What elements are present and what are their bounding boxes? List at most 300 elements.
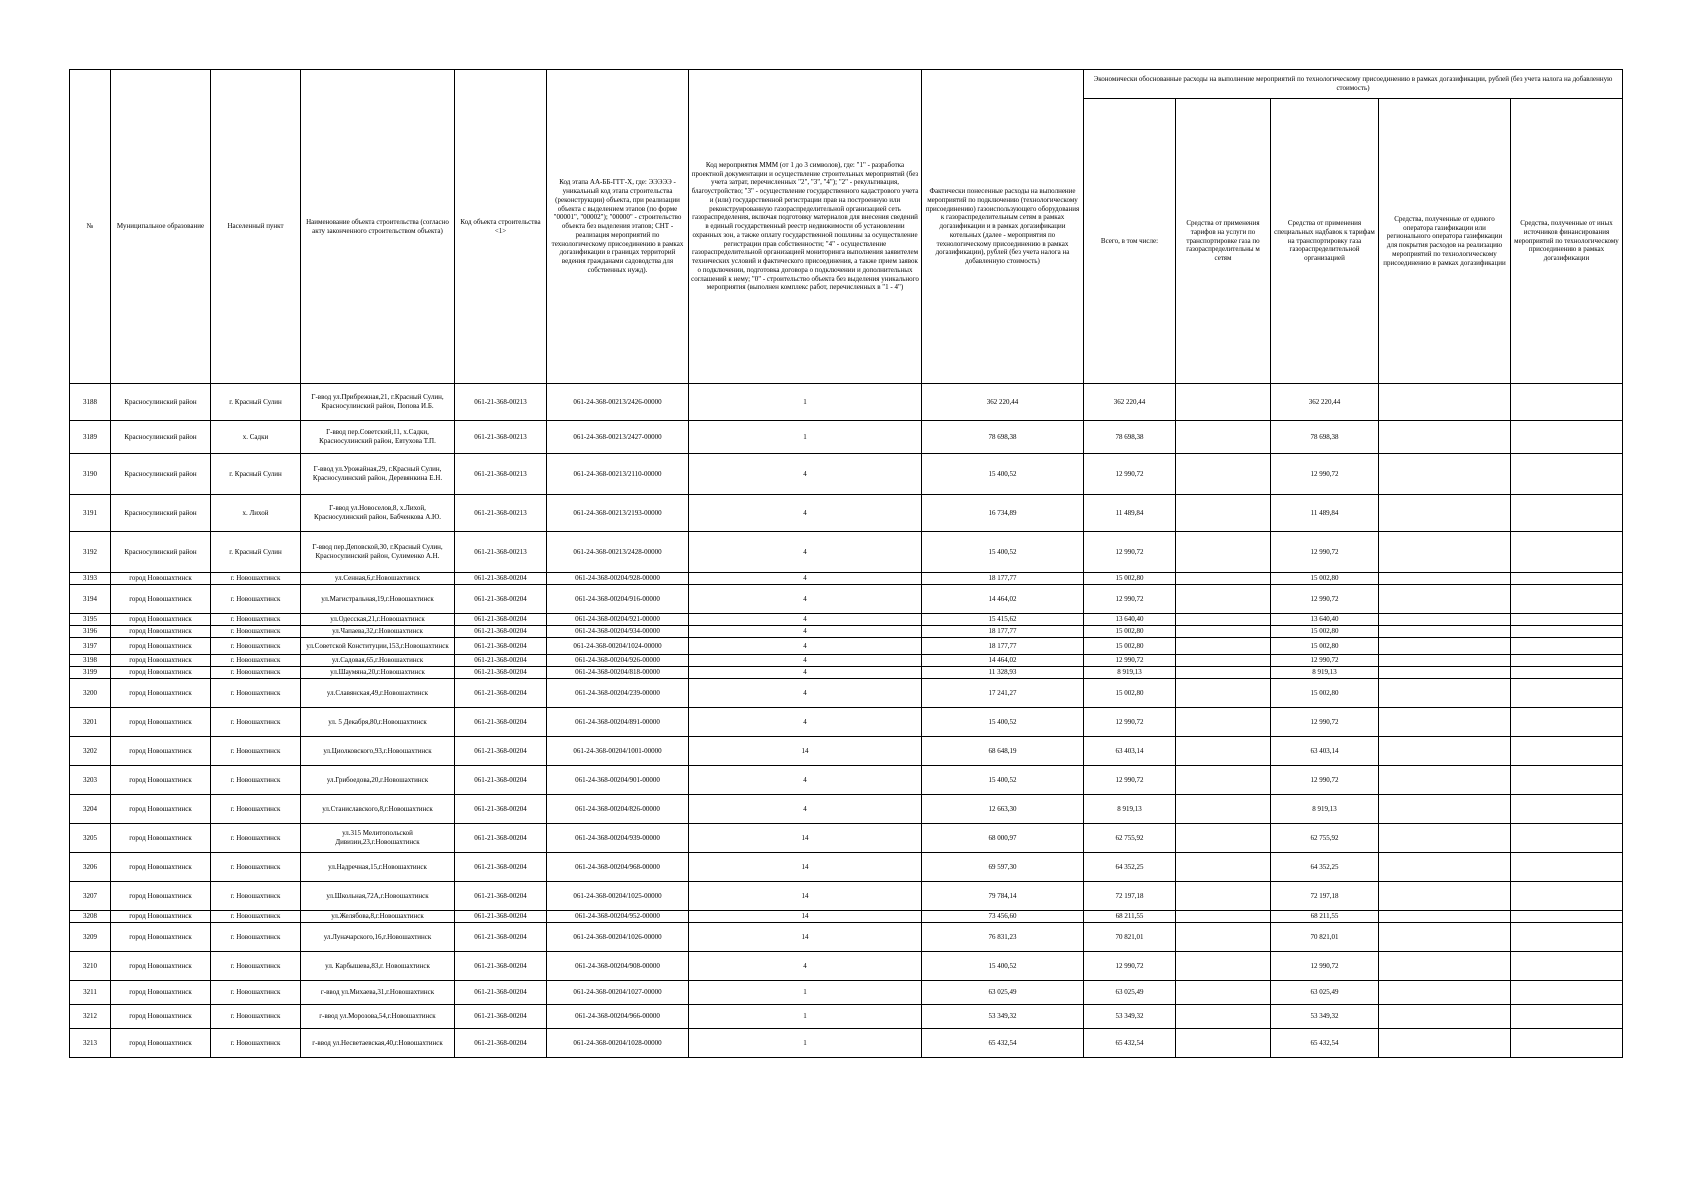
cell-object-name: ул.Сенная,6,г.Новошахтинск [301,573,455,585]
cell-measure-code: 4 [689,495,922,532]
header-row-1 [70,70,1623,99]
cell-measure-code: 4 [689,766,922,795]
cell-locality: г. Новошахтинск [211,1029,301,1058]
cell-tariffs [1176,911,1271,923]
cell-actual-costs: 68 648,19 [922,737,1084,766]
header-measure-code: Код мероприятия МММ (от 1 до 3 символов), где: "1" - разработка проектной документации и осуществление строительных мероприятий (без учета затрат, перечисленных "2", "3", "4"); "2" - рекультивация, благоустройство; "3" - осуществление государственного кадастрового учета и (или) государственной регистрации прав на построенную или реконструированную газораспределительной организацией сеть газораспределения, включая подготовку материалов для внесения сведений в единый государственный реестр недвижимости об установлении охранных зон, а также оплату государственной пошлины за осуществление регистрации прав собственности; "4" - осуществление газораспределительной организацией мониторинга выполнения заявителем технических условий и фактического присоединения, а также прием заявок о подключении, подготовка договора о подключении и дополнительных соглашений к нему; "0" - строительство объекта без выделения уникального мероприятия (выполнен комплекс работ, перечисленных в "1 - 4") [689,70,922,384]
cell-municipality: город Новошахтинск [111,911,211,923]
cell-actual-costs: 14 464,02 [922,655,1084,667]
cell-total: 64 352,25 [1084,853,1176,882]
cell-operator [1379,532,1511,573]
cell-tariffs [1176,573,1271,585]
cell-locality: г. Новошахтинск [211,882,301,911]
cell-other [1511,384,1623,421]
cell-total: 53 349,32 [1084,1005,1176,1029]
cell-surcharges: 15 002,80 [1271,573,1379,585]
cell-actual-costs: 63 025,49 [922,981,1084,1005]
cell-actual-costs: 69 597,30 [922,853,1084,882]
cell-object-code: 061-21-368-00204 [455,882,547,911]
cell-surcharges: 12 990,72 [1271,766,1379,795]
header-locality: Населенный пункт [211,70,301,384]
cell-operator [1379,708,1511,737]
cell-actual-costs: 14 464,02 [922,585,1084,614]
cell-object-name: ул. 5 Декабря,80,г.Новошахтинск [301,708,455,737]
cell-measure-code: 4 [689,667,922,679]
cell-other [1511,882,1623,911]
cell-stage-code: 061-24-368-00204/826-00000 [547,795,689,824]
header-object-name: Наименование объекта строительства (согласно акту законченного строительством объекта) [301,70,455,384]
cell-actual-costs: 65 432,54 [922,1029,1084,1058]
cell-total: 11 489,84 [1084,495,1176,532]
cell-num: 3201 [70,708,111,737]
cell-object-name: ул.Надречная,15,г.Новошахтинск [301,853,455,882]
header-other: Средства, полученные от иных источников финансирования мероприятий по технологическому присоединению в рамках догазификации [1511,99,1623,384]
cell-total: 12 990,72 [1084,585,1176,614]
cell-num: 3189 [70,421,111,454]
cell-num: 3192 [70,532,111,573]
table-row [70,679,1623,708]
cell-object-code: 061-21-368-00213 [455,495,547,532]
cell-operator [1379,421,1511,454]
cell-num: 3203 [70,766,111,795]
cell-measure-code: 14 [689,923,922,952]
cell-num: 3188 [70,384,111,421]
cell-locality: г. Новошахтинск [211,679,301,708]
header-num: № [70,70,111,384]
cell-measure-code: 4 [689,638,922,655]
cell-actual-costs: 18 177,77 [922,573,1084,585]
cell-actual-costs: 16 734,89 [922,495,1084,532]
table-row [70,532,1623,573]
header-group: Экономически обоснованные расходы на выполнение мероприятий по технологическому присоединению в рамках догазификации, рублей (без учета налога на добавленную стоимость) [1084,70,1623,99]
cell-stage-code: 061-24-368-00213/2193-00000 [547,495,689,532]
cell-operator [1379,638,1511,655]
cell-object-name: ул.Магистральная,19,г.Новошахтинск [301,585,455,614]
cell-operator [1379,626,1511,638]
document-sheet [69,69,1622,1058]
table-row [70,1029,1623,1058]
cell-surcharges: 15 002,80 [1271,679,1379,708]
cell-locality: х. Лихой [211,495,301,532]
cell-tariffs [1176,853,1271,882]
cell-locality: г. Новошахтинск [211,952,301,981]
cell-operator [1379,573,1511,585]
cell-actual-costs: 76 831,23 [922,923,1084,952]
table-row [70,573,1623,585]
cell-total: 68 211,55 [1084,911,1176,923]
cell-locality: г. Красный Сулин [211,454,301,495]
cell-other [1511,981,1623,1005]
cell-object-name: ул.Садовая,65,г.Новошахтинск [301,655,455,667]
cell-measure-code: 14 [689,911,922,923]
cell-object-code: 061-21-368-00204 [455,626,547,638]
cell-operator [1379,981,1511,1005]
cell-actual-costs: 15 400,52 [922,766,1084,795]
table-row [70,737,1623,766]
cell-object-code: 061-21-368-00204 [455,614,547,626]
cell-object-code: 061-21-368-00204 [455,573,547,585]
cell-measure-code: 4 [689,795,922,824]
cell-operator [1379,679,1511,708]
cell-measure-code: 4 [689,952,922,981]
cell-object-name: г-ввод ул.Михаева,31,г.Новошахтинск [301,981,455,1005]
cell-object-name: Г-ввод ул.Новоселов,8, х.Лихой, Красносулинский район, Бабченкова А.Ю. [301,495,455,532]
cell-locality: г. Новошахтинск [211,853,301,882]
cell-object-name: ул.Станиславского,8,г.Новошахтинск [301,795,455,824]
cell-actual-costs: 15 400,52 [922,454,1084,495]
cell-surcharges: 15 002,80 [1271,638,1379,655]
cell-total: 13 640,40 [1084,614,1176,626]
cell-other [1511,911,1623,923]
cell-object-code: 061-21-368-00204 [455,981,547,1005]
cell-locality: х. Садки [211,421,301,454]
cell-total: 78 698,38 [1084,421,1176,454]
cell-measure-code: 4 [689,708,922,737]
cell-other [1511,667,1623,679]
cell-object-name: ул.Чапаева,32,г.Новошахтинск [301,626,455,638]
cell-total: 8 919,13 [1084,667,1176,679]
cell-surcharges: 11 489,84 [1271,495,1379,532]
cell-num: 3211 [70,981,111,1005]
cell-other [1511,766,1623,795]
cell-operator [1379,614,1511,626]
cell-object-code: 061-21-368-00204 [455,923,547,952]
cell-object-name: Г-ввод ул.Урожайная,29, г.Красный Сулин, Красносулинский район, Деревянкина Е.Н. [301,454,455,495]
table-row [70,585,1623,614]
cell-surcharges: 65 432,54 [1271,1029,1379,1058]
cell-num: 3200 [70,679,111,708]
table-row [70,882,1623,911]
cell-measure-code: 4 [689,626,922,638]
cell-operator [1379,824,1511,853]
cell-surcharges: 68 211,55 [1271,911,1379,923]
cell-object-code: 061-21-368-00204 [455,667,547,679]
cell-stage-code: 061-24-368-00204/1024-00000 [547,638,689,655]
cell-operator [1379,384,1511,421]
cell-total: 15 002,80 [1084,638,1176,655]
cell-object-name: ул.315 Мелитопольской Дивизии,23,г.Новошахтинск [301,824,455,853]
cell-operator [1379,454,1511,495]
cell-municipality: город Новошахтинск [111,573,211,585]
cell-stage-code: 061-24-368-00204/921-00000 [547,614,689,626]
cell-actual-costs: 68 000,97 [922,824,1084,853]
cell-locality: г. Новошахтинск [211,614,301,626]
cell-object-name: г-ввод ул.Несветаевская,40,г.Новошахтинск [301,1029,455,1058]
cell-municipality: Красносулинский район [111,532,211,573]
cell-actual-costs: 73 456,60 [922,911,1084,923]
cell-municipality: город Новошахтинск [111,626,211,638]
cell-municipality: город Новошахтинск [111,882,211,911]
cell-municipality: Красносулинский район [111,421,211,454]
cell-total: 12 990,72 [1084,655,1176,667]
cell-total: 15 002,80 [1084,573,1176,585]
cell-other [1511,626,1623,638]
cell-other [1511,1005,1623,1029]
cell-municipality: город Новошахтинск [111,766,211,795]
cell-locality: г. Новошахтинск [211,655,301,667]
cell-object-code: 061-21-368-00204 [455,638,547,655]
header-tariffs: Средства от применения тарифов на услуги по транспортировке газа по газораспределительны м сетям [1176,99,1271,384]
cell-object-code: 061-21-368-00204 [455,1005,547,1029]
cell-other [1511,614,1623,626]
cell-operator [1379,655,1511,667]
cell-measure-code: 1 [689,1005,922,1029]
cell-stage-code: 061-24-368-00204/239-00000 [547,679,689,708]
table-row [70,421,1623,454]
cell-municipality: город Новошахтинск [111,952,211,981]
header-actual-costs: Фактически понесенные расходы на выполнение мероприятий по подключению (технологическому присоединению) газоиспользующего оборудования к газораспределительным сетям в рамках догазификации и в рамках догазификации котельных (далее - мероприятия по технологическому присоединению в рамках догазификации), рублей (без учета налога на добавленную стоимость) [922,70,1084,384]
cell-operator [1379,495,1511,532]
cell-stage-code: 061-24-368-00204/926-00000 [547,655,689,667]
cell-object-name: ул. Карбышева,83,г. Новошахтинск [301,952,455,981]
cell-tariffs [1176,952,1271,981]
cell-object-name: ул.Одесская,21,г.Новошахтинск [301,614,455,626]
cell-actual-costs: 15 415,62 [922,614,1084,626]
cell-municipality: город Новошахтинск [111,679,211,708]
cell-other [1511,679,1623,708]
cell-object-name: ул.Грибоедова,20,г.Новошахтинск [301,766,455,795]
cell-locality: г. Новошахтинск [211,911,301,923]
cell-object-code: 061-21-368-00204 [455,1029,547,1058]
cell-other [1511,495,1623,532]
cell-surcharges: 62 755,92 [1271,824,1379,853]
table-row [70,384,1623,421]
cell-surcharges: 12 990,72 [1271,952,1379,981]
cell-tariffs [1176,1005,1271,1029]
cell-surcharges: 12 990,72 [1271,532,1379,573]
table-row [70,495,1623,532]
cell-tariffs [1176,981,1271,1005]
cell-municipality: город Новошахтинск [111,708,211,737]
cell-municipality: город Новошахтинск [111,795,211,824]
cell-surcharges: 8 919,13 [1271,795,1379,824]
cell-actual-costs: 18 177,77 [922,626,1084,638]
cell-stage-code: 061-24-368-00204/952-00000 [547,911,689,923]
table-row [70,795,1623,824]
cell-operator [1379,911,1511,923]
cell-tariffs [1176,421,1271,454]
cell-stage-code: 061-24-368-00204/891-00000 [547,708,689,737]
cell-locality: г. Новошахтинск [211,923,301,952]
cell-operator [1379,853,1511,882]
cell-total: 12 990,72 [1084,708,1176,737]
cell-object-name: ул.Советской Конституции,153,г.Новошахтинск [301,638,455,655]
cell-locality: г. Новошахтинск [211,824,301,853]
cell-object-code: 061-21-368-00204 [455,824,547,853]
cell-actual-costs: 11 328,93 [922,667,1084,679]
cell-stage-code: 061-24-368-00204/901-00000 [547,766,689,795]
cell-other [1511,853,1623,882]
cell-locality: г. Новошахтинск [211,1005,301,1029]
cell-stage-code: 061-24-368-00204/908-00000 [547,952,689,981]
table-row [70,853,1623,882]
cell-municipality: город Новошахтинск [111,737,211,766]
cell-total: 12 990,72 [1084,952,1176,981]
costs-table [69,69,1623,1058]
cell-object-name: Г-ввод пер.Деповской,30, г.Красный Сулин, Красносулинский район, Сулименко А.Н. [301,532,455,573]
header-operator: Средства, полученные от единого оператора газификации или регионального оператора газификации для покрытия расходов на реализацию мероприятий по технологическому присоединению в рамках догазификации [1379,99,1511,384]
cell-locality: г. Новошахтинск [211,981,301,1005]
cell-municipality: город Новошахтинск [111,1005,211,1029]
table-row [70,911,1623,923]
header-municipality: Муниципальное образование [111,70,211,384]
cell-operator [1379,923,1511,952]
cell-total: 63 025,49 [1084,981,1176,1005]
cell-stage-code: 061-24-368-00204/928-00000 [547,573,689,585]
cell-total: 8 919,13 [1084,795,1176,824]
cell-object-name: ул.Циолковского,93,г.Новошахтинск [301,737,455,766]
cell-total: 65 432,54 [1084,1029,1176,1058]
cell-num: 3206 [70,853,111,882]
table-row [70,923,1623,952]
cell-tariffs [1176,655,1271,667]
cell-object-code: 061-21-368-00213 [455,454,547,495]
cell-surcharges: 362 220,44 [1271,384,1379,421]
cell-locality: г. Красный Сулин [211,384,301,421]
cell-municipality: Красносулинский район [111,495,211,532]
cell-total: 12 990,72 [1084,766,1176,795]
header-total: Всего, в том числе: [1084,99,1176,384]
cell-municipality: Красносулинский район [111,454,211,495]
cell-surcharges: 12 990,72 [1271,708,1379,737]
cell-other [1511,708,1623,737]
header-object-code: Код объекта строительства <1> [455,70,547,384]
cell-locality: г. Новошахтинск [211,626,301,638]
cell-object-code: 061-21-368-00213 [455,421,547,454]
cell-num: 3209 [70,923,111,952]
cell-num: 3212 [70,1005,111,1029]
cell-total: 62 755,92 [1084,824,1176,853]
cell-municipality: город Новошахтинск [111,585,211,614]
cell-object-name: ул.Школьная,72А,г.Новошахтинск [301,882,455,911]
cell-other [1511,1029,1623,1058]
cell-other [1511,585,1623,614]
cell-num: 3190 [70,454,111,495]
cell-object-code: 061-21-368-00213 [455,384,547,421]
cell-operator [1379,1005,1511,1029]
cell-other [1511,923,1623,952]
cell-total: 15 002,80 [1084,679,1176,708]
cell-actual-costs: 15 400,52 [922,532,1084,573]
cell-stage-code: 061-24-368-00213/2427-00000 [547,421,689,454]
cell-num: 3202 [70,737,111,766]
cell-stage-code: 061-24-368-00213/2426-00000 [547,384,689,421]
cell-measure-code: 1 [689,1029,922,1058]
cell-locality: г. Новошахтинск [211,638,301,655]
cell-surcharges: 15 002,80 [1271,626,1379,638]
cell-municipality: город Новошахтинск [111,638,211,655]
cell-actual-costs: 18 177,77 [922,638,1084,655]
cell-stage-code: 061-24-368-00213/2428-00000 [547,532,689,573]
cell-object-name: г-ввод ул.Морозова,54,г.Новошахтинск [301,1005,455,1029]
cell-other [1511,638,1623,655]
cell-actual-costs: 79 784,14 [922,882,1084,911]
cell-object-code: 061-21-368-00204 [455,585,547,614]
cell-operator [1379,737,1511,766]
cell-num: 3207 [70,882,111,911]
cell-other [1511,454,1623,495]
cell-tariffs [1176,384,1271,421]
cell-surcharges: 72 197,18 [1271,882,1379,911]
cell-tariffs [1176,454,1271,495]
cell-locality: г. Новошахтинск [211,766,301,795]
cell-stage-code: 061-24-368-00204/1001-00000 [547,737,689,766]
cell-tariffs [1176,923,1271,952]
cell-municipality: город Новошахтинск [111,824,211,853]
cell-measure-code: 4 [689,585,922,614]
table-row [70,824,1623,853]
cell-object-code: 061-21-368-00204 [455,737,547,766]
cell-stage-code: 061-24-368-00204/818-00000 [547,667,689,679]
table-row [70,638,1623,655]
cell-measure-code: 4 [689,679,922,708]
cell-total: 12 990,72 [1084,454,1176,495]
cell-surcharges: 63 403,14 [1271,737,1379,766]
cell-tariffs [1176,708,1271,737]
cell-locality: г. Новошахтинск [211,573,301,585]
cell-other [1511,795,1623,824]
cell-municipality: Красносулинский район [111,384,211,421]
cell-other [1511,573,1623,585]
cell-actual-costs: 53 349,32 [922,1005,1084,1029]
cell-locality: г. Новошахтинск [211,585,301,614]
cell-surcharges: 12 990,72 [1271,454,1379,495]
cell-stage-code: 061-24-368-00204/916-00000 [547,585,689,614]
cell-surcharges: 64 352,25 [1271,853,1379,882]
cell-object-code: 061-21-368-00204 [455,655,547,667]
cell-municipality: город Новошахтинск [111,853,211,882]
cell-tariffs [1176,737,1271,766]
table-row [70,952,1623,981]
cell-locality: г. Красный Сулин [211,532,301,573]
cell-num: 3208 [70,911,111,923]
cell-measure-code: 4 [689,573,922,585]
cell-municipality: город Новошахтинск [111,614,211,626]
cell-tariffs [1176,626,1271,638]
cell-num: 3204 [70,795,111,824]
cell-object-name: Г-ввод пер.Советский,11, х.Садки, Красносулинский район, Евтухова Т.П. [301,421,455,454]
cell-locality: г. Новошахтинск [211,795,301,824]
cell-num: 3199 [70,667,111,679]
cell-other [1511,952,1623,981]
cell-municipality: город Новошахтинск [111,667,211,679]
cell-num: 3213 [70,1029,111,1058]
cell-object-name: ул.Желябова,8,г.Новошахтинск [301,911,455,923]
cell-other [1511,655,1623,667]
cell-object-name: Г-ввод ул.Прибрежная,21, г.Красный Сулин, Красносулинский район, Попова И.Б. [301,384,455,421]
cell-object-code: 061-21-368-00204 [455,911,547,923]
header-surcharges: Средства от применения специальных надбавок к тарифам на транспортировку газа газораспределительной организацией [1271,99,1379,384]
cell-tariffs [1176,638,1271,655]
cell-operator [1379,1029,1511,1058]
table-row [70,708,1623,737]
cell-operator [1379,882,1511,911]
cell-measure-code: 4 [689,454,922,495]
cell-object-name: ул.Шаумяна,20,г.Новошахтинск [301,667,455,679]
cell-measure-code: 14 [689,737,922,766]
cell-num: 3210 [70,952,111,981]
cell-object-name: ул.Славянская,49,г.Новошахтинск [301,679,455,708]
cell-tariffs [1176,766,1271,795]
cell-surcharges: 12 990,72 [1271,655,1379,667]
table-row [70,454,1623,495]
cell-surcharges: 63 025,49 [1271,981,1379,1005]
cell-tariffs [1176,824,1271,853]
cell-num: 3205 [70,824,111,853]
cell-surcharges: 70 821,01 [1271,923,1379,952]
cell-stage-code: 061-24-368-00204/939-00000 [547,824,689,853]
cell-other [1511,737,1623,766]
